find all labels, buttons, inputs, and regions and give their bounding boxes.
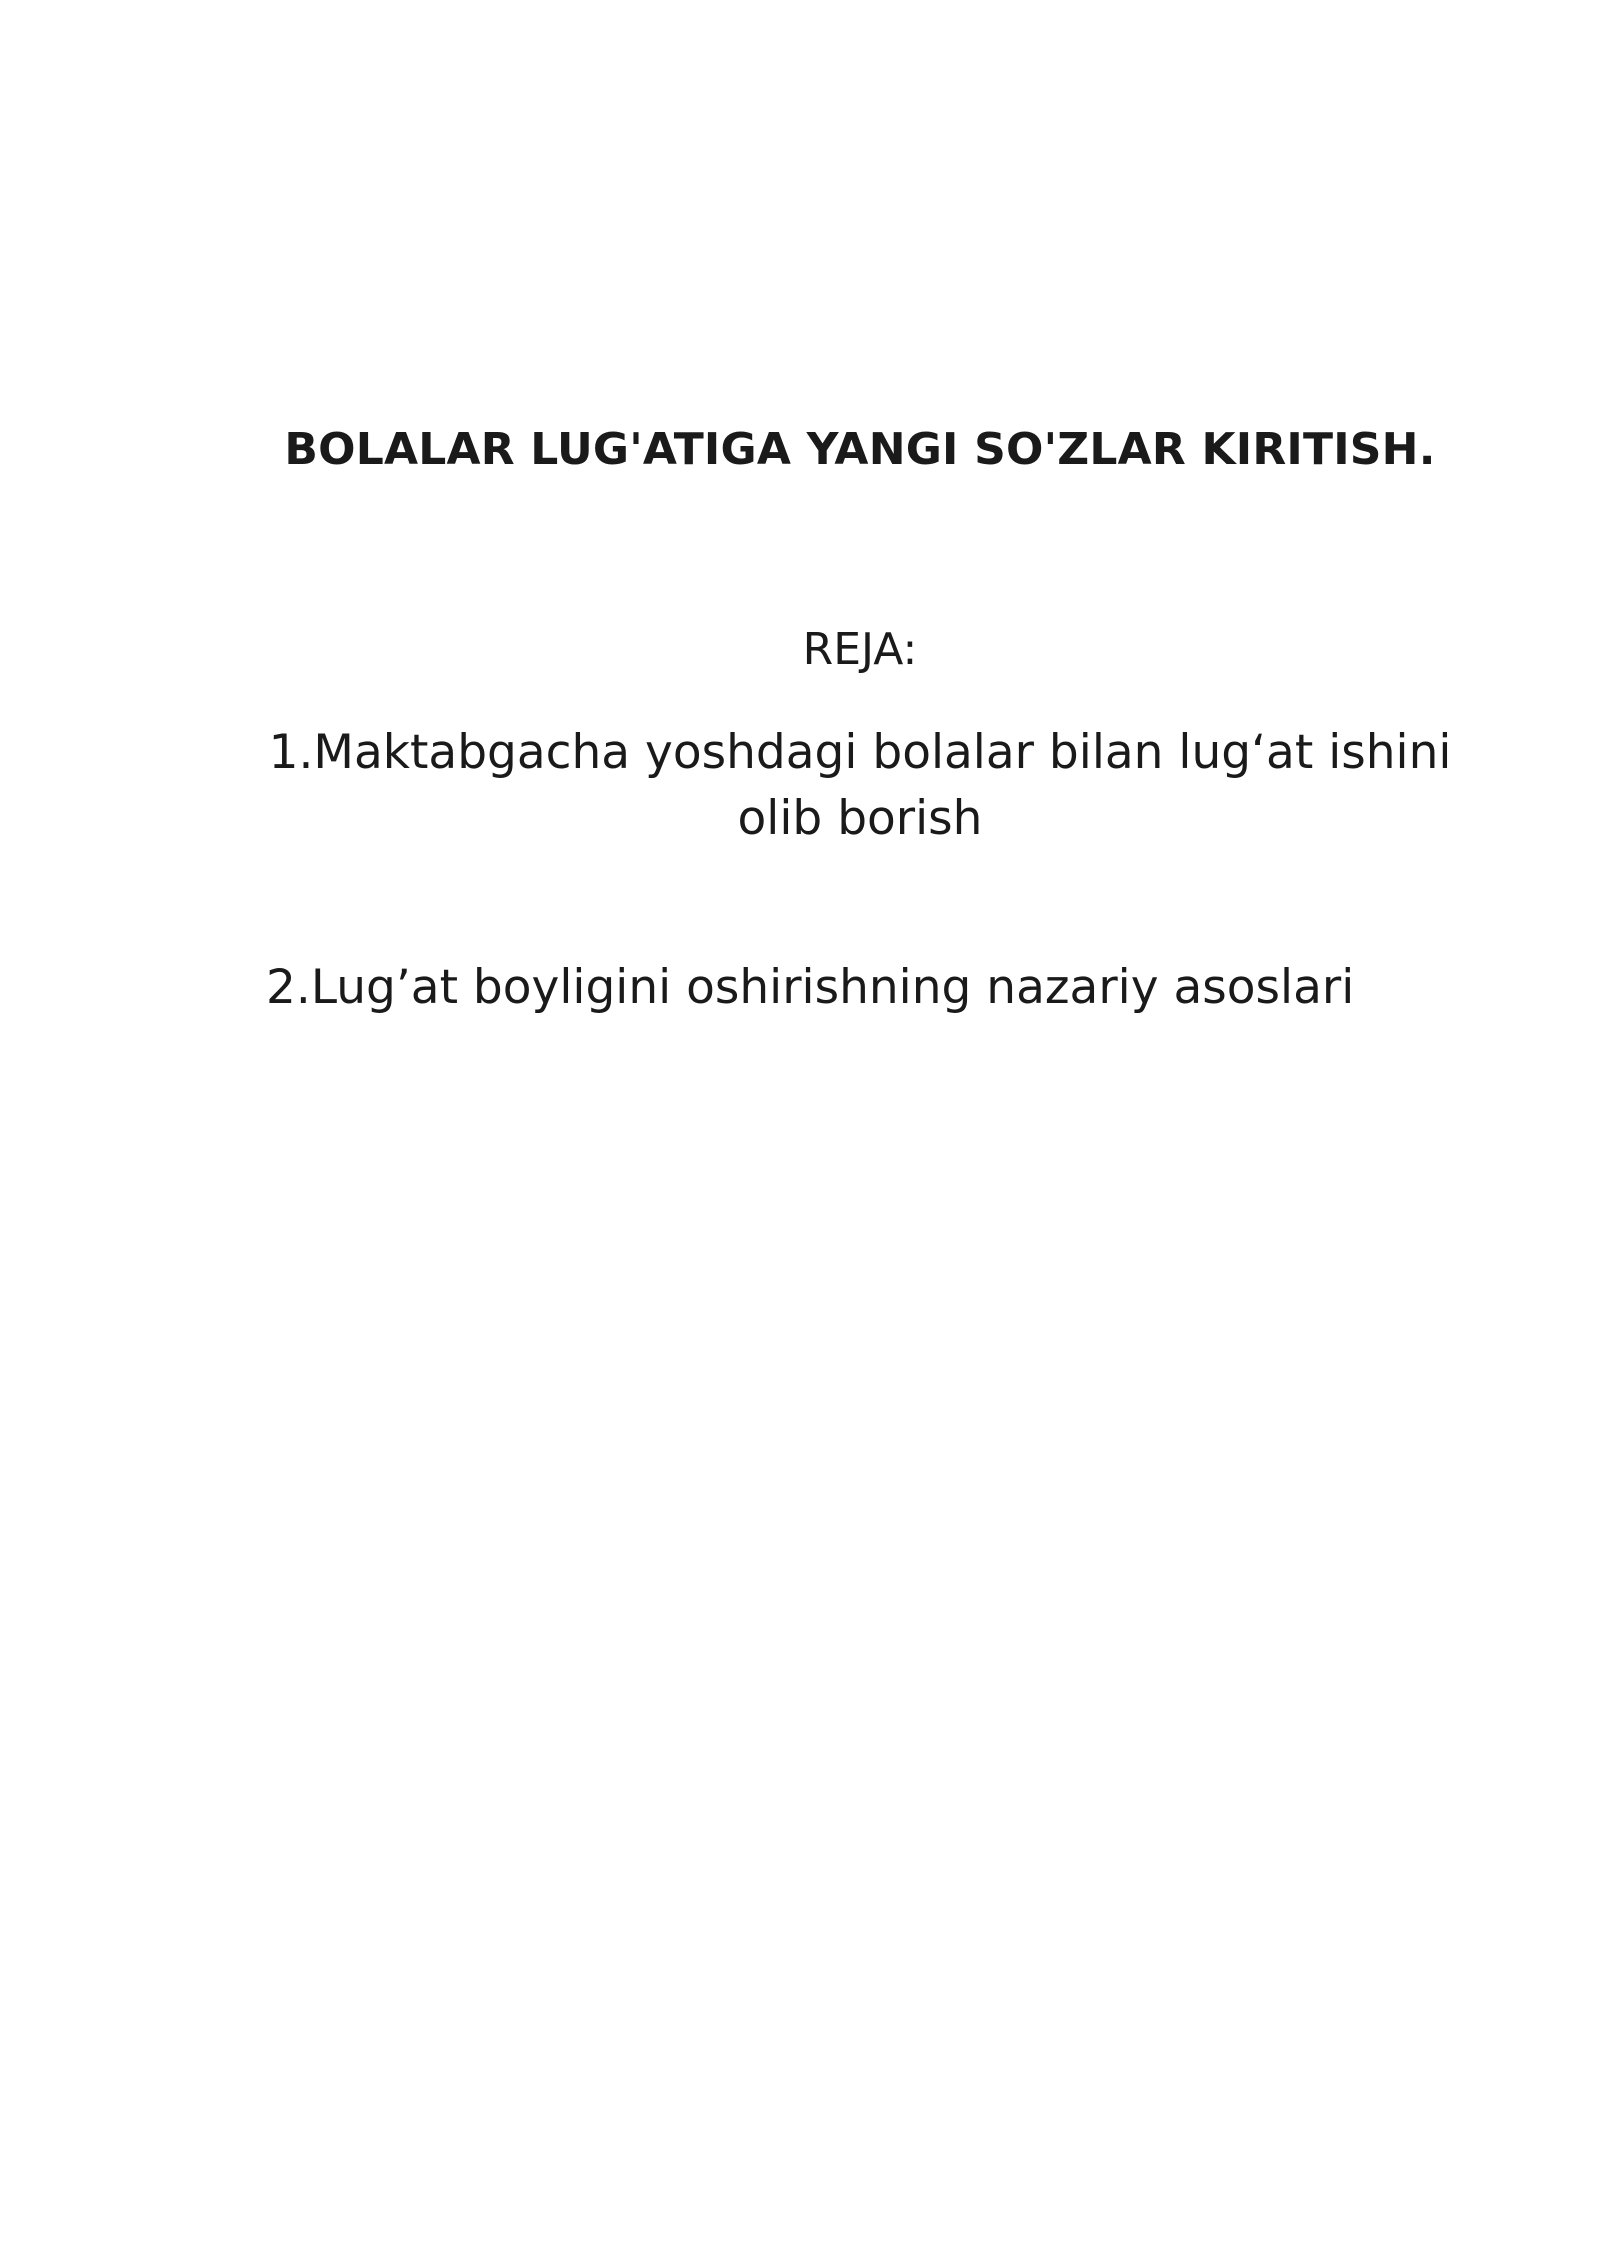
plan-item: 2.Lug’at boyligini oshirishning nazariy asoslari	[266, 960, 1355, 1015]
plan-item: 1.Maktabgacha yoshdagi bolalar bilan lug‘at ishini olib borish	[268, 725, 1452, 846]
document-title: BOLALAR LUG'ATIGA YANGI SO'ZLAR KIRITISH.	[284, 424, 1436, 475]
plan-heading: REJA:	[802, 624, 918, 675]
